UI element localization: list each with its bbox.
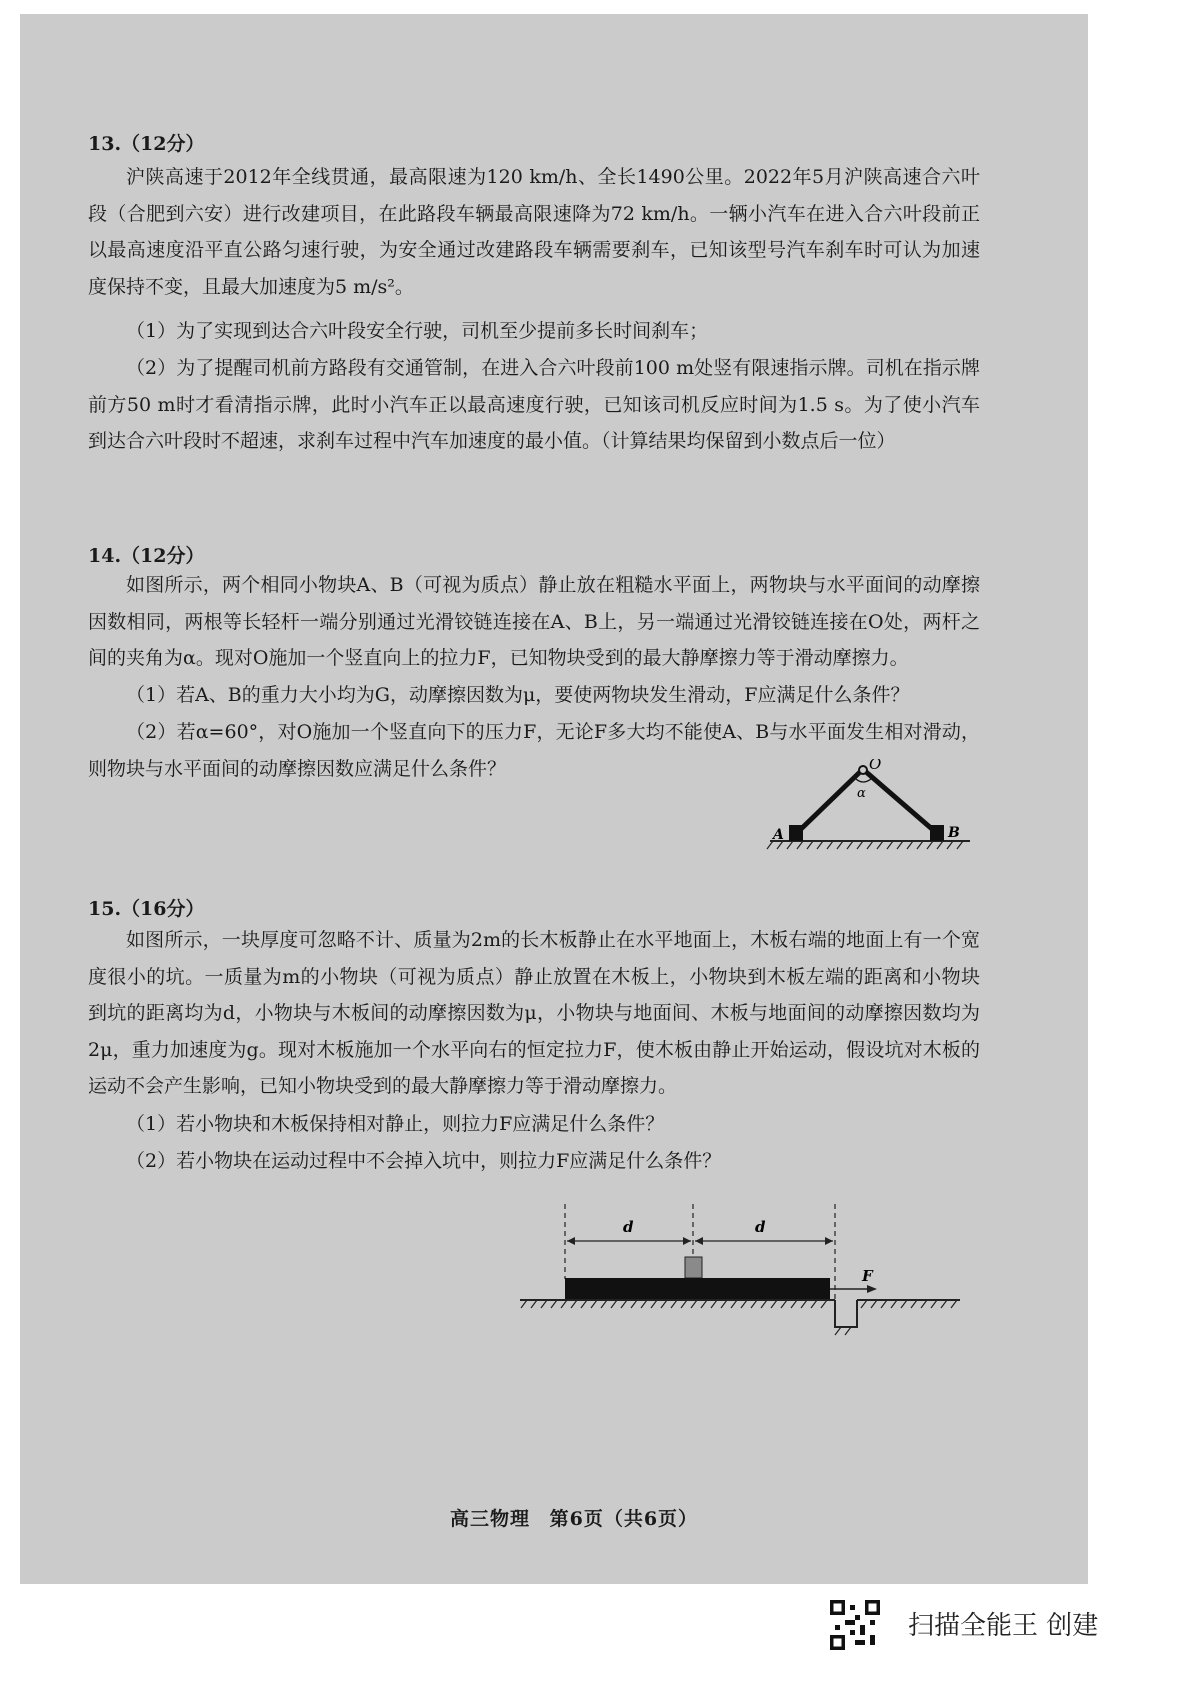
footer-subject: 高三物理 bbox=[449, 1508, 530, 1530]
q14-figure bbox=[765, 759, 975, 869]
scanner-watermark: 扫描全能王 创建 bbox=[908, 1611, 1099, 1641]
q13-sub1: （1）为了实现到达合六叶段安全行驶，司机至少提前多长时间刹车； bbox=[126, 320, 709, 342]
small-block bbox=[685, 1257, 702, 1278]
q13-sub2: （2）为了提醒司机前方路段有交通管制，在进入合六叶段前100 m处竖有限速指示牌。司机在指示牌前方50 m时才看清指示牌，此时小汽车正以最高速度行驶，已知该司机反应时间为1.5 s。为了使小汽车到达合六叶段时不超速，求刹车过程中汽车加速度的最小值。（计算结果均保留到小数点后一位） bbox=[88, 357, 980, 452]
label-d1: d bbox=[623, 1218, 634, 1236]
page-footer bbox=[20, 1504, 1128, 1531]
q13-body: 沪陕高速于2012年全线贯通，最高限速为120 km/h、全长1490公里。2022年5月沪陕高速合六叶段（合肥到六安）进行改建项目，在此路段车辆最高限速降为72 km/h。一辆小汽车在进入合六叶段前正以最高速度沿平直公路匀速行驶，为安全通过改建路段车辆需要刹车，已知该型号汽车刹车时可认为加速度保持不变，且最大加速度为5 m/s²。 bbox=[88, 166, 980, 298]
exam-page bbox=[20, 14, 1088, 1584]
q14-sub1: （1）若A、B的重力大小均为G，动摩擦因数为μ，要使两物块发生滑动，F应满足什么条件？ bbox=[126, 684, 910, 706]
long-board bbox=[565, 1278, 830, 1299]
label-d2: d bbox=[755, 1218, 766, 1236]
label-a: A bbox=[773, 827, 784, 843]
q15-sub1: （1）若小物块和木板保持相对静止，则拉力F应满足什么条件？ bbox=[126, 1113, 665, 1135]
q13-title: 13.（12分） bbox=[88, 133, 205, 155]
pit bbox=[835, 1300, 857, 1327]
label-f: F bbox=[862, 1267, 873, 1285]
q15-body: 如图所示，一块厚度可忽略不计、质量为2m的长木板静止在水平地面上，木板右端的地面上有一个宽度很小的坑。一质量为m的小物块（可视为质点）静止放置在木板上，小物块到木板左端的距离和小物块到坑的距离均为d，小物块与木板间的动摩擦因数为μ，小物块与地面间、木板与地面间的动摩擦因数均为2μ，重力加速度为g。现对木板施加一个水平向右的恒定拉力F，使木板由静止开始运动，假设坑对木板的运动不会产生影响，已知小物块受到的最大静摩擦力等于滑动摩擦力。 bbox=[88, 929, 980, 1097]
q14-title: 14.（12分） bbox=[88, 545, 205, 567]
q14-sub2: （2）若α=60°，对O施加一个竖直向下的压力F，无论F多大均不能使A、B与水平面发生相对滑动，则物块与水平面间的动摩擦因数应满足什么条件？ bbox=[88, 721, 980, 780]
footer-page: 第6页（共6页） bbox=[549, 1508, 699, 1530]
qr-code-icon bbox=[830, 1600, 880, 1650]
label-alpha: α bbox=[857, 786, 866, 801]
q14-body: 如图所示，两个相同小物块A、B（可视为质点）静止放在粗糙水平面上，两物块与水平面间的动摩擦因数相同，两根等长轻杆一端分别通过光滑铰链连接在A、B上，另一端通过光滑铰链连接在O处，两杆之间的夹角为α。现对O施加一个竖直向上的拉力F，已知物块受到的最大静摩擦力等于滑动摩擦力。 bbox=[88, 574, 980, 669]
q15-title: 15.（16分） bbox=[88, 898, 205, 920]
label-o: O bbox=[869, 759, 882, 773]
q15-figure bbox=[515, 1199, 965, 1349]
label-b: B bbox=[948, 825, 960, 841]
q15-sub2: （2）若小物块在运动过程中不会掉入坑中，则拉力F应满足什么条件？ bbox=[126, 1150, 722, 1172]
